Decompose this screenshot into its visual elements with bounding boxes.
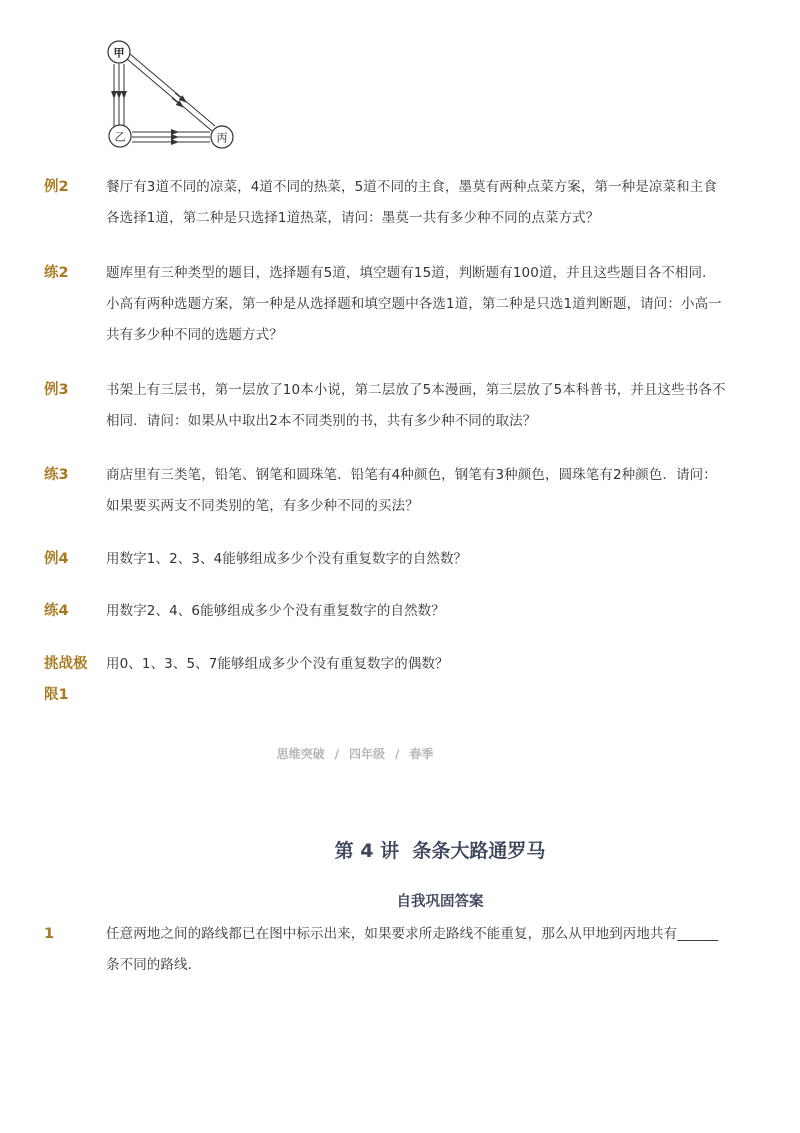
page-footer xyxy=(0,745,710,762)
challenge-label: 挑战极限1 xyxy=(44,656,88,703)
problem-text: 用数字1、2、3、4能够组成多少个没有重复数字的自然数？ xyxy=(106,551,468,567)
problem-label: 例3 xyxy=(44,382,69,398)
footer-grade: 四年级 xyxy=(348,747,385,761)
footer-separator: / xyxy=(395,747,400,761)
challenge-text: 用0、1、3、5、7能够组成多少个没有重复数字的偶数？ xyxy=(106,656,449,672)
node-b-label: 乙 xyxy=(114,130,126,144)
problem-text: 用数字2、4、6能够组成多少个没有重复数字的自然数？ xyxy=(106,603,445,619)
footer-course: 思维突破 xyxy=(276,747,325,761)
node-c xyxy=(211,126,233,148)
problem-text: 题库里有三种类型的题目，选择题有5道，填空题有15道，判断题有100道，并且这些题目各不相同．小高有两种选题方案，第一种是从选择题和填空题中各选1道，第二种是只选1道判断题，请问：小高一共有多少种不同的选题方式？ xyxy=(106,265,722,343)
problem-label: 例4 xyxy=(44,551,69,567)
problem-label: 练2 xyxy=(44,265,69,281)
route-diagram-svg xyxy=(100,36,245,151)
problem-text: 商店里有三类笔，铅笔、钢笔和圆珠笔．铅笔有4种颜色，钢笔有3种颜色，圆珠笔有2种颜色．请问：如果要买两支不同类别的笔，有多少种不同的买法？ xyxy=(106,467,717,514)
answer-problem-text: 任意两地之间的路线都已在图中标示出来，如果要求所走路线不能重复，那么从甲地到丙地共有______条不同的路线． xyxy=(106,926,719,973)
node-c-label: 丙 xyxy=(216,131,228,145)
problem-label: 练4 xyxy=(44,603,69,619)
routes-a-to-c xyxy=(127,54,215,131)
problem-label: 例2 xyxy=(44,179,69,195)
lecture-title: 第 4 讲 条条大路通罗马 xyxy=(334,840,546,862)
footer-term: 春季 xyxy=(409,747,434,761)
routes-b-to-c xyxy=(132,132,210,142)
node-b xyxy=(109,125,131,147)
section-title: 自我巩固答案 xyxy=(396,894,484,910)
node-a xyxy=(108,41,130,63)
footer-separator: / xyxy=(334,747,339,761)
routes-a-to-b xyxy=(114,64,124,126)
answer-problem-label: 1 xyxy=(44,926,55,942)
node-a-label: 甲 xyxy=(113,46,125,60)
problem-label: 练3 xyxy=(44,467,69,483)
problem-text: 书架上有三层书，第一层放了10本小说，第二层放了5本漫画，第三层放了5本科普书，并且这些书各不相同．请问：如果从中取出2本不同类别的书，共有多少种不同的取法？ xyxy=(106,382,726,429)
route-diagram xyxy=(100,36,245,151)
problem-text: 餐厅有3道不同的凉菜，4道不同的热菜，5道不同的主食，墨莫有两种点菜方案，第一种是凉菜和主食各选择1道，第二种是只选择1道热菜，请问：墨莫一共有多少种不同的点菜方式？ xyxy=(106,179,717,226)
